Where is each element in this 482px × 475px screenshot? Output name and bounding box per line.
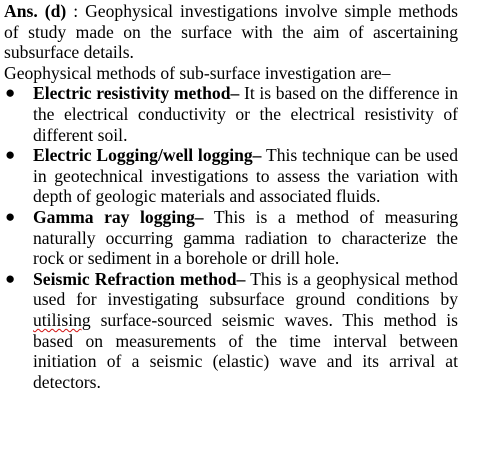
answer-separator: : xyxy=(66,1,86,21)
method-name: Electric resistivity method– xyxy=(33,83,240,104)
method-name: Gamma ray logging– xyxy=(33,206,204,227)
method-description: This technique can be used in geotechnical investigations to assess the variation with depth of geologic materials and associated fluids. xyxy=(33,145,458,207)
spellcheck-flagged-word: utilising xyxy=(33,309,91,330)
answer-document xyxy=(4,1,458,392)
method-description: It is based on the difference in the electrical conductivity or the electrical resistivity of different soil. xyxy=(33,83,459,145)
answer-intro xyxy=(4,1,458,63)
bullet-icon: ● xyxy=(5,206,16,226)
method-description: This is a method of measuring naturally occurring gamma radiation to characterize the rock or sediment in a borehole or drill hole. xyxy=(33,206,458,269)
list-item-electric-resistivity xyxy=(4,83,458,145)
list-item-electric-logging xyxy=(4,145,458,207)
bullet-icon: ● xyxy=(5,268,16,288)
bullet-icon: ● xyxy=(5,145,16,165)
answer-label: Ans. (d) xyxy=(4,1,67,21)
methods-heading: Geophysical methods of sub-surface investigation are– xyxy=(4,62,391,83)
methods-list xyxy=(4,83,458,392)
answer-intro-text: Geophysical investigations involve simple methods of study made on the surface with the aim of ascertaining subsurface details. xyxy=(4,1,459,63)
list-item-seismic-refraction xyxy=(4,269,458,393)
method-name: Seismic Refraction method– xyxy=(33,268,246,289)
method-description-end: surface-sourced seismic waves. This method is based on measurements of the time interval between initiation of a seismic (elastic) wave and its arrival at detectors. xyxy=(33,309,458,392)
method-description-start: This is a geophysical method used for investigating subsurface ground conditions by xyxy=(33,268,458,310)
list-item-gamma-ray-logging xyxy=(4,207,458,269)
method-name: Electric Logging/well logging– xyxy=(33,145,262,166)
bullet-icon: ● xyxy=(5,83,16,103)
